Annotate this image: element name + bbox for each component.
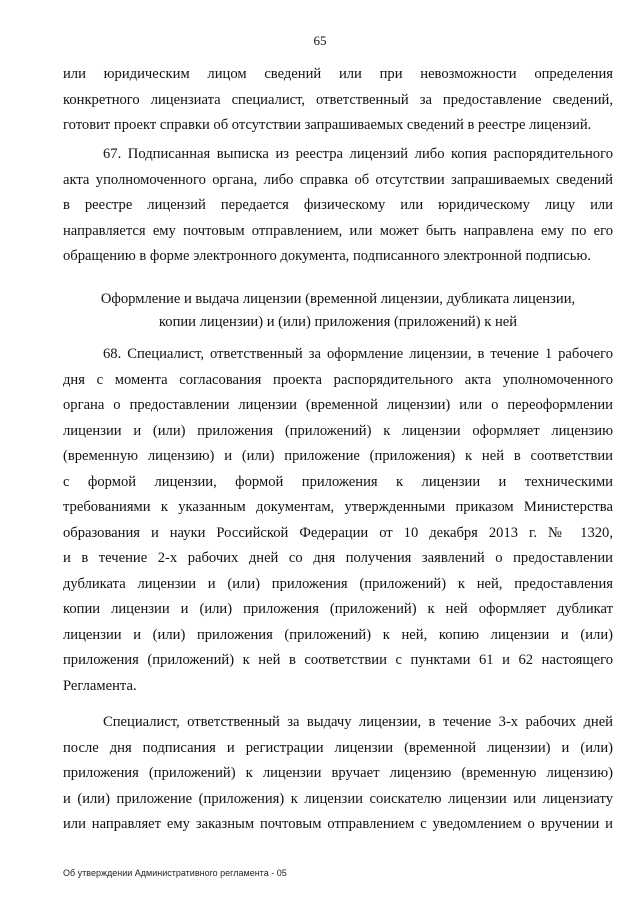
- text-line: приложения (приложений) к ней в соответствии с пунктами 61 и 62 настоящего: [63, 652, 613, 668]
- page-number: 65: [313, 33, 327, 48]
- text-line: с формой лицензии, формой приложения к лицензии и техническими: [63, 473, 613, 490]
- text-line: или юридическим лицом сведений или при невозможности определения: [63, 66, 613, 82]
- text-line: (временную лицензию) и (или) приложение (приложения) к ней в соответствии: [63, 448, 613, 464]
- text-line: конкретного лицензиата специалист, ответственный за предоставление сведений,: [63, 91, 613, 108]
- text-line: направляется ему почтовым отправлением, или может быть направлена ему по его: [63, 222, 613, 239]
- text-line: органа о предоставлении лицензии (временной лицензии) или о переоформлении: [63, 397, 613, 413]
- text-line: готовит проект справки об отсутствии запрашиваемых сведений в реестре лицензий.: [63, 117, 592, 133]
- text-line: требованиями к указанным документам, утвержденными приказом Министерства: [63, 499, 613, 515]
- page-footer: Об утверждении Административного регламента - 05: [63, 868, 287, 878]
- text-line: Специалист, ответственный за выдачу лицензии, в течение 3-х рабочих дней: [103, 714, 613, 730]
- text-line: Регламента.: [63, 677, 137, 694]
- text-line: и в течение 2-х рабочих дней со дня получения заявлений о предоставлении: [63, 550, 613, 566]
- text-line: приложения (приложений) к лицензии вручает лицензию (временную лицензию): [63, 765, 613, 781]
- text-line: копии лицензии и (или) приложения (приложений) к ней оформляет дубликат: [63, 601, 613, 617]
- text-line: 67. Подписанная выписка из реестра лицензий либо копия распорядительного: [103, 146, 613, 162]
- text-line: дня с момента согласования проекта распорядительного акта уполномоченного: [63, 371, 613, 388]
- text-line: обращению в форме электронного документа, подписанного электронной подписью.: [63, 248, 591, 264]
- paragraph-license-issue: [63, 710, 613, 838]
- heading-line: Оформление и выдача лицензии (временной лицензии, дубликата лицензии,: [100, 291, 576, 307]
- heading-line: копии лицензии) и (или) приложения (приложений) к ней: [158, 314, 518, 330]
- text-line: в реестре лицензий передается физическому или юридическому лицу или: [63, 197, 613, 213]
- text-line: или направляет ему заказным почтовым отправлением с уведомлением о вручении и: [63, 816, 613, 832]
- text-line: лицензии и (или) приложения (приложений) к лицензии оформляет лицензию: [63, 422, 613, 439]
- paragraph-67: [63, 142, 613, 270]
- text-line: после дня подписания и регистрации лицензии (временной лицензии) и (или): [63, 739, 613, 756]
- text-line: образования и науки Российской Федерации от 10 декабря 2013 г. № 1320,: [63, 524, 613, 541]
- section-heading: [63, 288, 613, 334]
- text-line: дубликата лицензии и (или) приложения (приложений) к ней, предоставления: [63, 575, 613, 592]
- paragraph-68: [63, 342, 613, 699]
- text-line: 68. Специалист, ответственный за оформление лицензии, в течение 1 рабочего: [103, 346, 613, 362]
- text-line: и (или) приложение (приложения) к лицензии соискателю лицензии или лицензиату: [63, 790, 613, 807]
- paragraph-continuation: [63, 62, 613, 139]
- text-line: акта уполномоченного органа, либо справка об отсутствии запрашиваемых сведений: [63, 171, 613, 188]
- text-line: лицензии и (или) приложения (приложений) к ней, копию лицензии и (или): [63, 626, 613, 643]
